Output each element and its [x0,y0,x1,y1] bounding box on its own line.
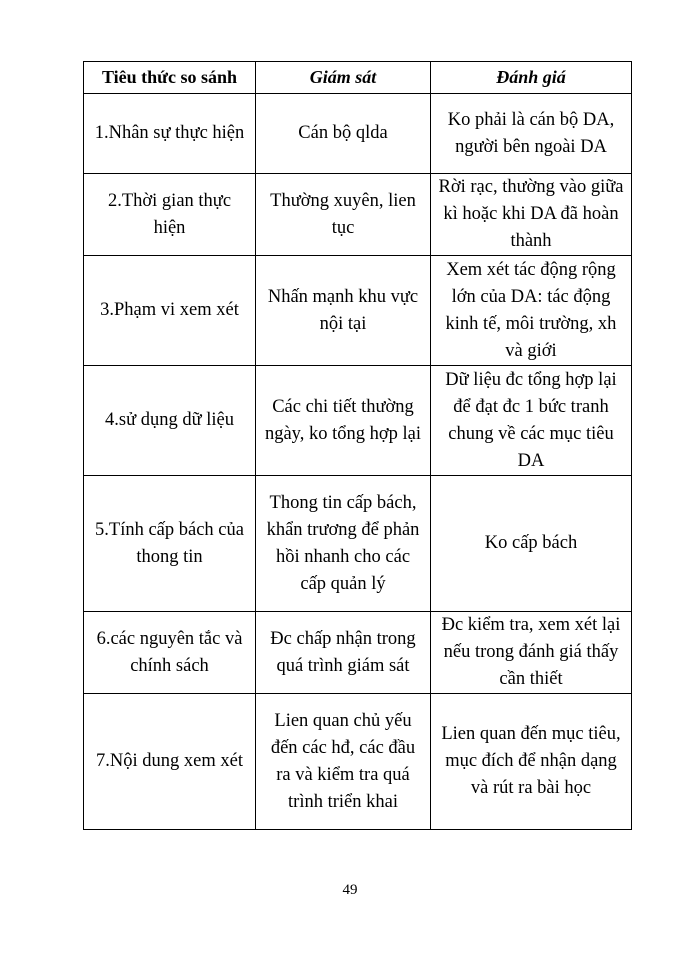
header-monitoring: Giám sát [256,62,431,94]
evaluation-cell: Đc kiểm tra, xem xét lại nếu trong đánh giá thấy cần thiết [431,612,632,694]
monitoring-cell: Cán bộ qlda [256,94,431,174]
criteria-cell: 7.Nội dung xem xét [84,694,256,830]
monitoring-cell: Thong tin cấp bách, khẩn trương để phản hồi nhanh cho các cấp quản lý [256,476,431,612]
table-row [84,256,632,366]
table-row [84,174,632,256]
monitoring-cell: Lien quan chủ yếu đến các hđ, các đầu ra và kiểm tra quá trình triển khai [256,694,431,830]
criteria-cell: 3.Phạm vi xem xét [84,256,256,366]
table-row [84,94,632,174]
header-criteria: Tiêu thức so sánh [84,62,256,94]
evaluation-cell: Rời rạc, thường vào giữa kì hoặc khi DA đã hoàn thành [431,174,632,256]
table-row [84,612,632,694]
table-header-row [84,62,632,94]
monitoring-cell: Đc chấp nhận trong quá trình giám sát [256,612,431,694]
criteria-cell: 2.Thời gian thực hiện [84,174,256,256]
table-row [84,366,632,476]
page-number: 49 [342,882,358,898]
table-row [84,476,632,612]
evaluation-cell: Ko cấp bách [431,476,632,612]
criteria-cell: 4.sử dụng dữ liệu [84,366,256,476]
criteria-cell: 5.Tính cấp bách của thong tin [84,476,256,612]
criteria-cell: 6.các nguyên tắc và chính sách [84,612,256,694]
comparison-table [83,61,632,830]
table-row [84,694,632,830]
monitoring-cell: Các chi tiết thường ngày, ko tổng hợp lại [256,366,431,476]
monitoring-cell: Thường xuyên, lien tục [256,174,431,256]
evaluation-cell: Xem xét tác động rộng lớn của DA: tác động kinh tế, môi trường, xh và giới [431,256,632,366]
criteria-cell: 1.Nhân sự thực hiện [84,94,256,174]
evaluation-cell: Dữ liệu đc tổng hợp lại để đạt đc 1 bức tranh chung về các mục tiêu DA [431,366,632,476]
evaluation-cell: Ko phải là cán bộ DA, người bên ngoài DA [431,94,632,174]
monitoring-cell: Nhấn mạnh khu vực nội tại [256,256,431,366]
header-evaluation: Đánh giá [431,62,632,94]
evaluation-cell: Lien quan đến mục tiêu, mục đích để nhận dạng và rút ra bài học [431,694,632,830]
